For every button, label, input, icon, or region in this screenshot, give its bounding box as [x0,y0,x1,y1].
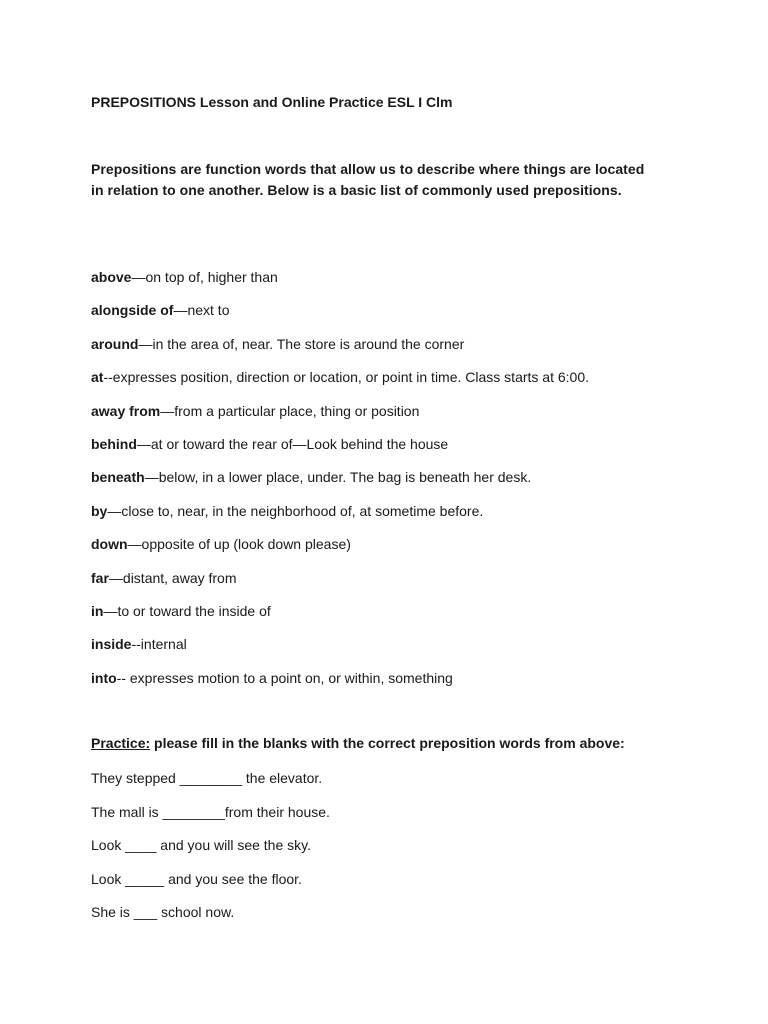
definition-item [91,367,589,400]
definition-text: --internal [131,636,187,653]
definition-term: above [91,269,132,285]
exercise-sentence: They stepped ________ the elevator. [91,770,323,786]
definition-item [91,568,589,601]
definition-item [91,401,589,434]
definition-item [91,267,589,300]
definition-text: —from a particular place, thing or position [160,402,420,419]
definition-text: —close to, near, in the neighborhood of, at sometime before. [107,502,484,519]
definition-text: —in the area of, near. The store is around the corner [138,335,465,352]
definition-term: around [91,335,139,352]
practice-label: Practice: [91,735,151,751]
definition-item [91,334,589,367]
definition-item [91,501,589,534]
definition-item [91,634,589,667]
practice-heading [91,735,625,751]
definition-item [91,467,589,500]
definition-text: —next to [173,302,230,319]
exercise-sentence: Look ____ and you will see the sky. [91,837,311,853]
definition-text: --expresses position, direction or location, or point in time. Class starts at 6:00. [103,369,590,386]
definition-term: behind [91,435,137,452]
definition-term: away from [91,402,161,419]
definition-term: alongside of [91,302,174,319]
definition-text: —distant, away from [108,569,237,586]
definition-text: —on top of, higher than [131,269,278,285]
definition-item [91,534,589,567]
definition-term: at [91,369,104,386]
definition-item [91,601,589,634]
preposition-definition-list [91,267,589,701]
definition-term: far [91,569,109,586]
definition-term: in [91,602,104,619]
practice-instruction: please fill in the blanks with the correct preposition words from above: [150,735,625,751]
definition-term: into [91,669,117,686]
definition-item [91,300,589,333]
definition-text: —opposite of up (look down please) [127,536,351,553]
definition-text: —to or toward the inside of [103,602,271,619]
exercise-sentence: Look _____ and you see the floor. [91,870,302,887]
intro-paragraph: Prepositions are function words that allow us to describe where things are located in relation to one another. Below is a basic list of commonly used prepositions. [91,161,645,198]
definition-text: -- expresses motion to a point on, or within, something [116,669,453,686]
definition-term: by [91,502,108,519]
exercise-sentence: She is ___ school now. [91,904,235,920]
definition-item [91,434,589,467]
definition-text: —below, in a lower place, under. The bag is beneath her desk. [144,469,532,486]
document-title: PREPOSITIONS Lesson and Online Practice ESL I Clm [91,94,453,110]
exercise-sentence: The mall is ________from their house. [91,803,330,820]
definition-item [91,668,589,701]
definition-term: inside [91,636,132,653]
definition-term: down [91,536,128,553]
definition-text: —at or toward the rear of—Look behind the house [136,435,449,452]
definition-term: beneath [91,469,145,486]
practice-exercise-list [91,768,330,936]
